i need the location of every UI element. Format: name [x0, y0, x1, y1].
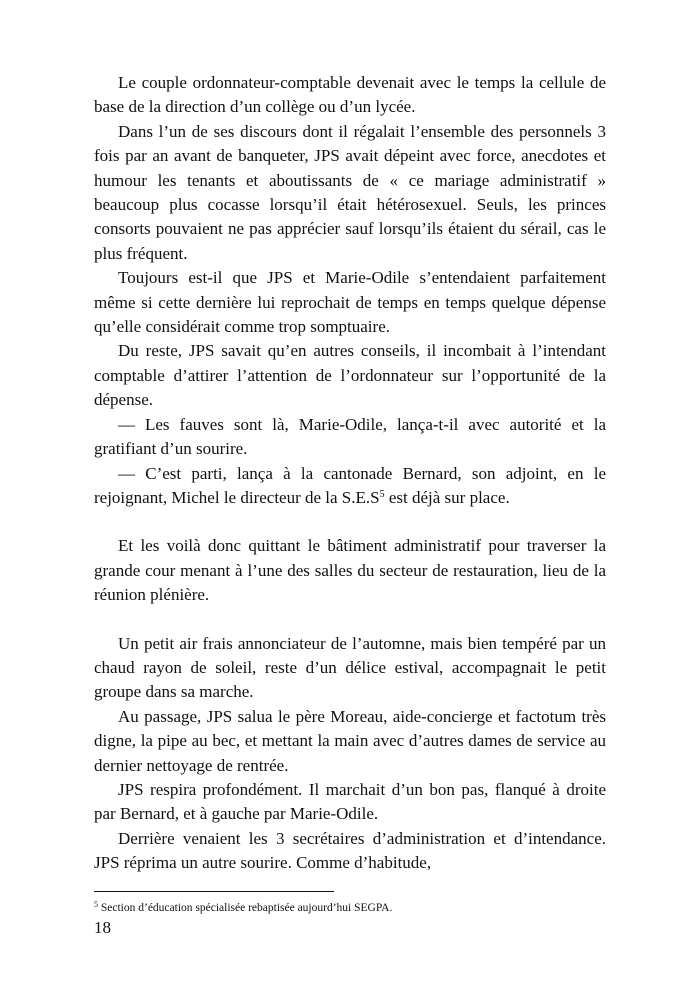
paragraph: Au passage, JPS salua le père Moreau, aide-concierge et factotum très digne, la pipe au bec, et mettant la main avec d’autres dames de service au dernier nettoyage de rentrée. [94, 706, 606, 775]
section-break [94, 510, 606, 534]
paragraph: Du reste, JPS savait qu’en autres conseils, il incombait à l’intendant comptable d’attirer l’attention de l’ordonnateur sur l’opportunité de la dépense. [94, 341, 606, 410]
paragraph: Un petit air frais annonciateur de l’automne, mais bien tempéré par un chaud rayon de soleil, reste d’un délice estival, accompagnait le petit groupe dans sa marche. [94, 633, 606, 702]
page-body [94, 71, 606, 876]
paragraph: Dans l’un de ses discours dont il régalait l’ensemble des personnels 3 fois par an avant de banqueter, JPS avait dépeint avec force, anecdotes et humour les tenants et aboutissants de « ce mariage administratif » beaucoup plus cocasse lorsqu’il était hétérosexuel. Seuls, les princes consorts pouvaient ne pas apprécier sauf lorsqu’ils étaient du sérail, cas le plus fréquent. [94, 121, 606, 263]
paragraph: JPS respira profondément. Il marchait d’un bon pas, flanqué à droite par Bernard, et à gauche par Marie-Odile. [94, 779, 606, 824]
section-break [94, 608, 606, 632]
paragraph: Le couple ordonnateur-comptable devenait avec le temps la cellule de base de la direction d’un collège ou d’un lycée. [94, 73, 606, 117]
dialogue-text-end: est déjà sur place. [384, 487, 510, 507]
footnote-divider [94, 891, 334, 892]
paragraph: Derrière venaient les 3 secrétaires d’administration et d’intendance. JPS réprima un autre sourire. Comme d’habitude, [94, 828, 606, 873]
page-number: 18 [94, 918, 111, 937]
footnote-text: Section d’éducation spécialisée rebaptisée aujourd’hui SEGPA. [98, 902, 393, 914]
dialogue-line: — Les fauves sont là, Marie-Odile, lança-t-il avec autorité et la gratifiant d’un sourire. [94, 414, 606, 459]
footnote-reference: 5 [379, 488, 385, 500]
dialogue-line [94, 462, 606, 511]
dialogue-text: — C’est parti, lança à la cantonade Bernard, son adjoint, en le rejoignant, Michel le directeur de la S.E.S [94, 463, 606, 507]
footnote-number: 5 [94, 900, 98, 909]
footnote [94, 901, 606, 915]
paragraph: Toujours est-il que JPS et Marie-Odile s’entendaient parfaitement même si cette dernière lui reprochait de temps en temps quelque dépense qu’elle considérait comme trop somptuaire. [94, 268, 606, 337]
paragraph: Et les voilà donc quittant le bâtiment administratif pour traverser la grande cour menant à l’une des salles du secteur de restauration, lieu de la réunion plénière. [94, 536, 606, 605]
